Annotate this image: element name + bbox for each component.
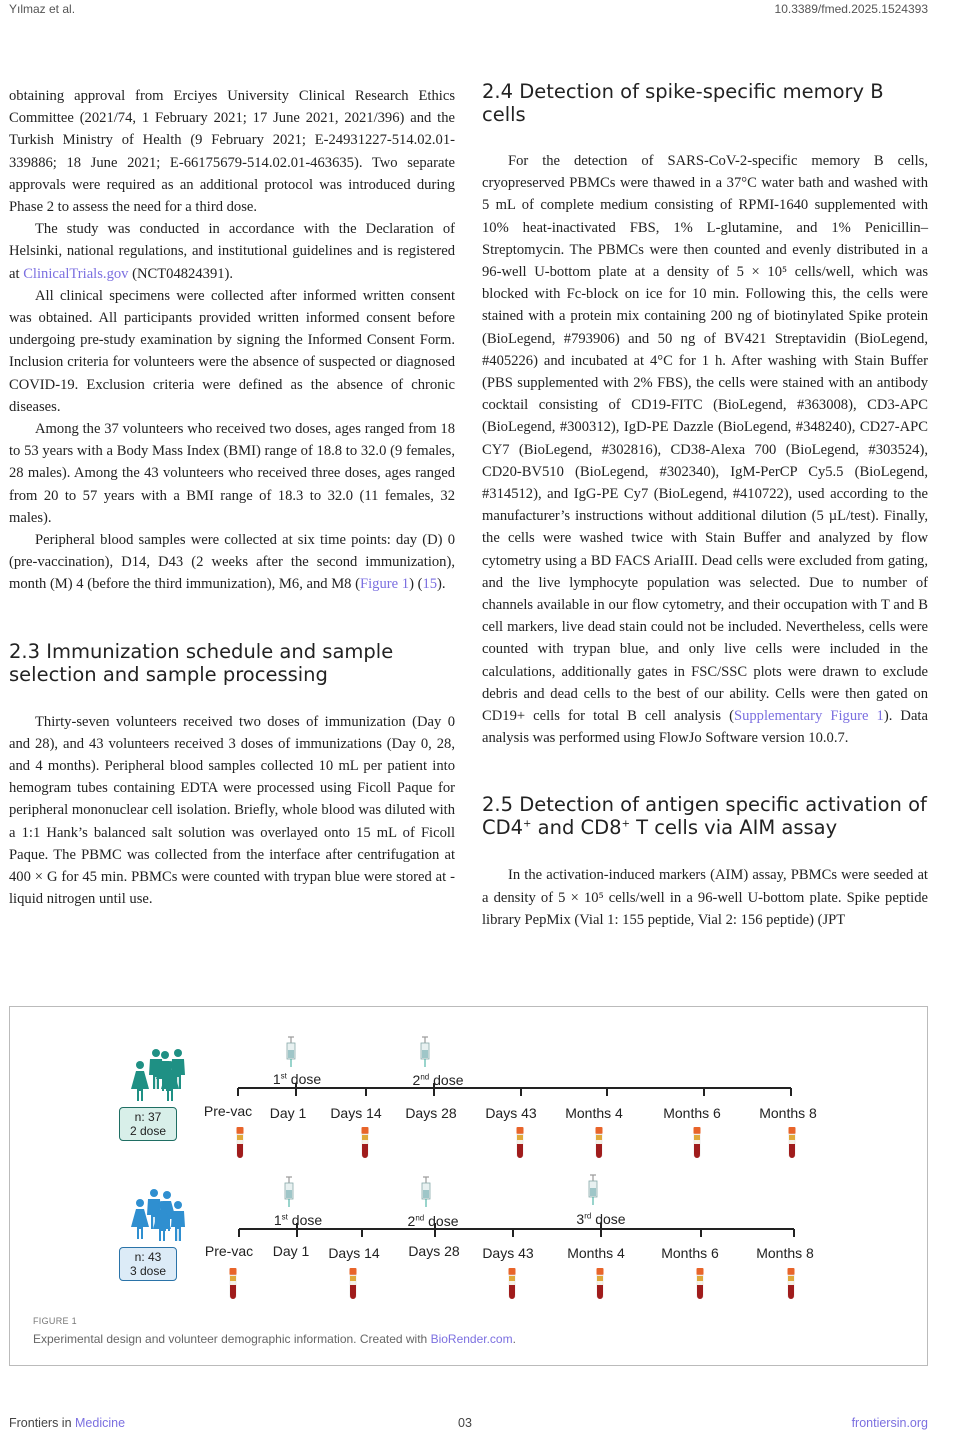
blood-tube-icon (350, 1268, 357, 1299)
text: Peripheral blood samples were collected at six time points: day (D) 0 (pre-vaccination), D14, D43 (2 weeks after the second immunization), month (M) 4 (before the third immunization), M6, and M8 ( (9, 532, 455, 593)
blood-tube-icon (789, 1127, 796, 1158)
dose-label-1st: 1st dose (273, 1212, 323, 1228)
timepoint-label: Months 8 (756, 1245, 814, 1261)
biorender-link[interactable]: BioRender.com (430, 1332, 513, 1346)
text: . (512, 1332, 516, 1346)
supplementary-figure-1-link[interactable]: Supplementary Figure 1 (733, 708, 884, 725)
section-heading-2-3: 2.3 Immunization schedule and sample selection and sample processing (9, 639, 394, 686)
timepoint-label: Months 6 (663, 1105, 721, 1121)
blood-tube-icon (788, 1268, 795, 1299)
blood-tube-icon (362, 1127, 369, 1158)
group-3-dose-people-icon (131, 1189, 185, 1241)
dose-label-1st: 1st dose (272, 1071, 322, 1087)
running-header-authors: Yılmaz et al. (9, 2, 76, 16)
page-number: 03 (458, 1416, 472, 1430)
journal-name-link[interactable]: Medicine (75, 1416, 126, 1430)
text: ). Data analysis was performed using FlowJo Software version 10.0.7. (482, 708, 928, 747)
paragraph-consent: All clinical specimens were collected after informed written consent was obtained. All participants provided written informed consent before undergoing pre-study examination by signing the Informed Consent Form. Inclusion criteria for volunteers were the absence of suspected or diagnosed COVID-19. Exclusion criteria were defined as the absence of chronic diseases. (9, 287, 455, 415)
text: The study was conducted in accordance with the Declaration of Helsinki, national regulations, and institutional guidelines and is registered at (9, 221, 455, 282)
dose-label-3rd: 3rd dose (576, 1211, 626, 1227)
superscript: + (621, 818, 630, 830)
syringe-icon (589, 1175, 597, 1205)
timepoint-label: Days 43 (485, 1105, 537, 1121)
paragraph-immunization: Thirty-seven volunteers received two doses of immunization (Day 0 and 28), and 43 volunteers received 3 doses of immunizations (Day 0, 28, and 4 months). Peripheral blood samples collected 10 mL per patient into hemogram tubes containing EDTA were processed using Ficoll Paque for peripheral mononuclear cell isolation. Briefly, whole blood was diluted with a 1:1 Hank’s balanced salt solution was overlayed onto 15 mL of Ficoll Paque. The PBMC was collected from the interface after centrifugation at 400 × G for 45 min. PBMCs were counted with trypan blue were stored at -liquid nitrogen until use. (9, 713, 455, 908)
text: 2.5 Detection of antigen specific activation of CD4 (482, 793, 927, 840)
paragraph-sampling (9, 529, 455, 596)
blood-tube-icon (597, 1268, 604, 1299)
group-2-dose-people-icon (131, 1049, 185, 1101)
reference-15-link[interactable]: 15 (422, 576, 438, 593)
syringe-icon (422, 1177, 430, 1207)
text: For the detection of SARS-CoV-2-specific memory B cells, cryopreserved PBMCs were thawed in a 37°C water bath and washed with 5 mL of complete medium consisting of RPMI-1640 supplemented with 10% heat-inactivated FBS, 1% L-glutamine, and 1% Penicillin–Streptomycin. The PBMCs were then counted and evenly distributed in a 96-well U-bottom plate at a density of 5 × 10⁵ cells/well, which was blocked with Fc-block on ice for 10 min. Following this, the cells were stained with a protein mix containing 200 ng of biotinylated Spike protein (BioLegend, #793906) and 50 ng of BV421 Streptavidin (BioLegend, #405226) and incubated at 4°C for 1 h. After washing with Stain Buffer (PBS supplemented with 2% FBS), the cells were stained with an antibody cocktail consisting of CD19-FITC (BioLegend, #363008), CD3-APC (BioLegend, #300312), IgD-PE Dazzle (BioLegend, #348240), CD27-APC CY7 (BioLegend, #302816), CD38-Alexa 700 (BioLegend, #303524), CD20-BV510 (BioLegend, #302340), IgM-PerCP Cy5.5 (BioLegend, #314512), and IgG-PE Cy7 (BioLegend, #410722), used according to the manufacturer’s instructions without additional dilution (5 µL/test). Finally, the cells were washed twice with Stain Buffer and analyzed by flow cytometry using a BD FACS AriaIII. Dead cells were excluded from gating, and the live lymphocyte population was selected. Due to number of channels available in our flow cytometry, and their occupation with T and B cell markers, live dead stain could not be included. Nevertheless, cells were counted with trypan blue, and only live cells were included in the calculations, additionally gates in FSC/SSC plots were drawn to exclude debris and dead cells to the best of our ability. Cells were then gated on CD19+ cells for total B cell analysis ( (482, 153, 928, 725)
group-3-dose-box (119, 1247, 177, 1281)
blood-tube-icon (237, 1127, 244, 1158)
timepoint-label: Months 6 (661, 1245, 719, 1261)
frontiersin-link[interactable]: frontiersin.org (851, 1416, 928, 1430)
text: T cells via AIM assay (629, 816, 838, 840)
paragraph-declaration (9, 218, 455, 285)
syringe-icon (285, 1177, 293, 1207)
text: and CD8 (531, 816, 622, 840)
group-2-dose-box (119, 1107, 177, 1141)
timeline-2-dose (237, 1037, 796, 1158)
timepoint-label: Days 43 (482, 1245, 534, 1261)
footer-journal (9, 1416, 125, 1430)
paragraph-memory-b-cells (482, 150, 928, 749)
timepoint-label: Pre-vac (203, 1103, 253, 1119)
timepoint-label: Days 14 (328, 1245, 380, 1261)
text: ) ( (409, 576, 423, 593)
blood-tube-icon (596, 1127, 603, 1158)
figure-1-link[interactable]: Figure 1 (360, 576, 410, 593)
blood-tube-icon (697, 1268, 704, 1299)
blood-tube-icon (230, 1268, 237, 1299)
figure-label: FIGURE 1 (33, 1316, 77, 1326)
timepoint-label: Pre-vac (204, 1243, 254, 1259)
paragraph-ethics: obtaining approval from Erciyes University Clinical Research Ethics Committee (2021/74, 1 February 2021; 17 June 2021, 2021/396) and the Turkish Ministry of Health (9 February 2021; E-24931227-514.02.01-339886; 18 June 2021; E-66175679-514.02.01-463635). Two separate approvals were required as an additional protocol was introduced during Phase 2 to assess the need for a third dose. (9, 88, 455, 216)
figure-1 (9, 1006, 928, 1366)
left-column (9, 85, 455, 911)
group-dose-label: 3 dose (129, 1264, 167, 1278)
syringe-icon (287, 1037, 295, 1067)
timeline-3-dose (230, 1175, 795, 1299)
blood-tube-icon (509, 1268, 516, 1299)
timepoint-label: Days 28 (408, 1243, 460, 1259)
text: Frontiers in (9, 1416, 75, 1430)
clinicaltrials-link[interactable]: ClinicalTrials.gov (23, 265, 129, 282)
section-heading-2-5 (482, 793, 928, 839)
timepoint-label: Months 4 (567, 1245, 625, 1261)
timepoint-label: Days 28 (405, 1105, 457, 1121)
dose-label-2nd: 2nd dose (412, 1072, 464, 1088)
timepoint-label: Days 14 (330, 1105, 382, 1121)
dose-label-2nd: 2nd dose (407, 1213, 459, 1229)
timepoint-label: Months 4 (565, 1105, 623, 1121)
group-dose-label: 2 dose (129, 1124, 167, 1138)
text: Experimental design and volunteer demographic information. Created with (33, 1332, 431, 1346)
blood-tube-icon (517, 1127, 524, 1158)
right-column (482, 80, 928, 931)
blood-tube-icon (694, 1127, 701, 1158)
superscript: + (523, 818, 532, 830)
running-header-doi: 10.3389/fmed.2025.1524393 (774, 2, 928, 16)
group-n-label: n: 43 (134, 1250, 162, 1264)
syringe-icon (421, 1037, 429, 1067)
paragraph-demographics: Among the 37 volunteers who received two doses, ages ranged from 18 to 53 years with a Body Mass Index (BMI) range of 18.8 to 32.0 (9 females, 28 males). Among the 43 volunteers who received three doses, ages ranged from 20 to 57 years with a BMI range of 18.3 to 32.0 (11 females, 32 males). (9, 421, 455, 526)
section-heading-2-4: 2.4 Detection of spike-specific memory B cells (482, 80, 884, 126)
text: ). (437, 576, 446, 593)
text: (NCT04824391). (128, 265, 234, 282)
timepoint-label: Day 1 (269, 1105, 307, 1121)
timepoint-label: Day 1 (272, 1243, 310, 1259)
paragraph-aim-assay: In the activation-induced markers (AIM) assay, PBMCs were seeded at a density of 5 × 10⁵ cells/well in a 96-well U-bottom plate. Spike peptide library PepMix (Vial 1: 155 peptide, Vial 2: 156 peptide) (JPT (482, 867, 928, 928)
figure-caption (33, 1332, 516, 1346)
group-n-label: n: 37 (134, 1110, 162, 1124)
timepoint-label: Months 8 (759, 1105, 817, 1121)
